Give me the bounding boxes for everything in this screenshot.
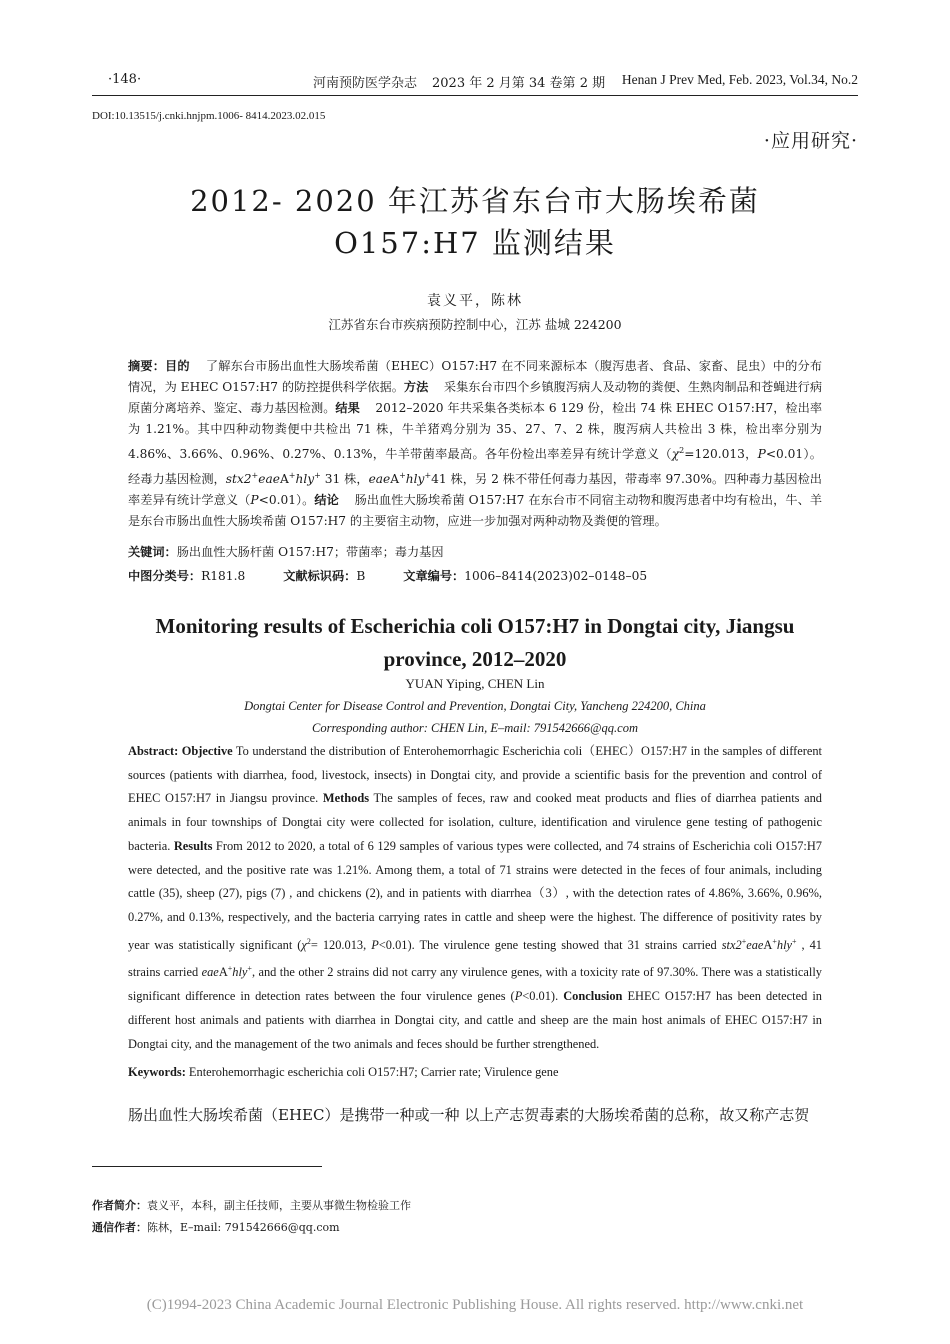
doc-code: B — [356, 569, 366, 583]
gene-eae: eae — [258, 472, 280, 487]
copyright-notice: (C)1994-2023 China Academic Journal Electronic Publishing House. All rights reserved. http://www.cnki.net — [146, 1297, 804, 1313]
corresponding-text: 陈林，E–mail: 791542666@qq.com — [147, 1221, 340, 1234]
issue-info-cn: 2023 年 2 月第 34 卷第 2 期 — [432, 76, 606, 91]
keywords-en — [128, 1061, 822, 1085]
clc-label: 中图分类号： — [128, 569, 202, 583]
authors-en: YUAN Yiping, CHEN Lin — [405, 676, 545, 691]
conclusion-text: 肠出血性大肠埃希菌 O157:H7 在东台市不同宿主动物和腹泻患者中均有检出，牛、羊是东台市肠出血性大肠埃希菌 O157:H7 的主要宿主动物，应进一步加强对两种动物及粪便的管理。 — [128, 493, 823, 529]
results-text: A — [390, 472, 400, 487]
affiliation-cn: 江苏省东台市疾病预防控制中心，江苏 盐城 224200 — [328, 317, 622, 332]
gene-hly: hly — [776, 937, 793, 952]
p-symbol: P — [371, 937, 379, 952]
results-text: 2012–2020 年共采集各类标本 6 129 份，检出 74 株 EHEC O157:H7，检出率为 1.21%。其中四种动物粪便中共检出 71 株，牛羊猪鸡分别为 35、27、7、2 株，腹泻病人共检出 3 株，检出率分别为 4.86%、3.66%、0.96%、0.27%、0.13%，牛羊带菌率最高。各年份检出率差异有统计学意义（ — [128, 401, 823, 462]
gene-eae: eae — [368, 472, 391, 487]
affiliation-en: Dongtai Center for Disease Control and Prevention, Dongtai City, Yancheng 224200, China — [244, 699, 706, 713]
results-text: A — [279, 472, 289, 487]
p-symbol: P — [250, 493, 259, 508]
section-label: ·应用研究· — [763, 130, 858, 152]
methods-label: 方法 — [403, 380, 429, 394]
corresponding-label: 通信作者： — [92, 1221, 147, 1234]
journal-info-en: Henan J Prev Med, Feb. 2023, Vol.34, No.2 — [621, 72, 858, 87]
keywords-cn — [128, 542, 822, 563]
article-number: 1006–8414(2023)02–0148–05 — [464, 569, 648, 583]
journal-name-cn: 河南预防医学杂志 — [313, 76, 418, 91]
results-text: 41 株，另 2 株不带任何毒力基因，带毒率 97.30%。四种毒力基因检出率差异有统计学意义（ — [128, 472, 822, 508]
doi: DOI:10.13515/j.cnki.hnjpm.1006- 8414.2023.02.015 — [92, 110, 326, 122]
body-paragraph: 肠出血性大肠埃希菌（EHEC）是携带一种或一种 以上产志贺毒素的大肠埃希菌的总称，故又称产志贺 — [128, 1106, 810, 1124]
doc-code-label: 文献标识码： — [283, 569, 357, 583]
author-bio-label: 作者简介： — [92, 1199, 147, 1212]
chi-symbol: χ — [301, 937, 307, 952]
keywords-en-label: Keywords: — [128, 1065, 186, 1079]
author-bio-text: 袁义平，本科，副主任技师，主要从事微生物检验工作 — [147, 1199, 411, 1212]
gene-eae: eae — [201, 965, 219, 980]
objective-text: 了解东台市肠出血性大肠埃希菌（EHEC）O157:H7 在不同来源标本（腹泻患者、食品、家畜、昆虫）中的分布情况，为 EHEC O157:H7 的防控提供科学依据。 — [128, 359, 823, 394]
gene-hly: hly — [405, 472, 425, 487]
objective-label: 目的 — [165, 359, 190, 373]
corresponding-author-en: Corresponding author: CHEN Lin, E–mail: 791542666@qq.com — [312, 721, 638, 735]
methods-text: 采集东台市四个乡镇腹泻病人及动物的粪便、生熟肉制品和苍蝇进行病原菌分离培养、鉴定、毒力基因检测。 — [128, 380, 823, 415]
results-en-text: <0.01). — [522, 989, 564, 1004]
results-en-text: , 41 strains carried — [128, 937, 822, 980]
conclusion-label: 结论 — [314, 493, 339, 508]
classification-line — [128, 566, 822, 587]
article-number-label: 文章编号： — [403, 569, 465, 583]
title-en-line-1: Monitoring results of Escherichia coli O157:H7 in Dongtai city, Jiangsu — [155, 614, 795, 638]
gene-sup: + — [251, 471, 259, 481]
results-en-text: , and the other 2 strains did not carry any virulence genes, with a toxicity rate of 97.30%. There was a statistically significant difference in detection rates between the four virulence genes ( — [128, 965, 823, 1004]
gene-stx2: stx2 — [225, 472, 252, 487]
keywords-en-text: Enterohemorrhagic escherichia coli O157:H7; Carrier rate; Virulence gene — [185, 1065, 559, 1079]
gene-hly: hly — [232, 965, 248, 980]
objective-en-text: To understand the distribution of Enterohemorrhagic Escherichia coli（EHEC）O157:H7 in the samples of different sources (patients with diarrhea, food, livestock, insects) in Dongtai city, and provide a scientific basis for the prevention and control of EHEC O157:H7 in Jiangsu province. — [128, 744, 822, 806]
results-label: 结果 — [335, 401, 360, 415]
conclusion-en-label: Conclusion — [563, 989, 623, 1004]
results-text: 31 株， — [320, 472, 369, 487]
gene-hly: hly — [295, 472, 315, 487]
article-title-en — [0, 610, 950, 676]
conclusion-en-text: EHEC O157:H7 has been detected in different host animals and patients with diarrhea in Dongtai city, and cattle and sheep are the main host animals of EHEC O157:H7 in Dongtai city, and the management of the two animals and feces should be further strengthened. — [128, 989, 823, 1051]
results-en-text: A — [218, 965, 228, 980]
abstract-en-label: Abstract: Objective — [128, 744, 233, 758]
gene-stx2: stx2 — [721, 937, 742, 952]
results-en-text: From 2012 to 2020, a total of 6 129 samples of various types were collected, and 74 strains of Escherichia coli O157:H7 were detected, and the positive rate was 1.21%. Among them, a total of 71 strains were detected in the feces of four animals, including cattle (35), sheep (27), pigs (7) , and chickens (2), and in patients with diarrhea（3）, with the detection rates of 4.86%, 3.66%, 0.96%, 0.27%, and 0.13%, respectively, and the bacteria carrying rates in cattle and sheep were the highest. The difference of positivity rates by year was statistically significant ( — [128, 838, 823, 952]
keywords-text: 肠出血性大肠杆菌 O157:H7；带菌率；毒力基因 — [176, 545, 444, 559]
p-symbol: P — [514, 989, 523, 1004]
results-text: <0.01）。 — [258, 493, 315, 508]
abstract-cn: 摘要：目的 了解东台市肠出血性大肠埃希菌（EHEC）O157:H7 在不同来源标本（腹泻患者、食品、家畜、昆虫）中的分布情况，为 EHEC O157:H7 的防控提供科学依据。方法 采集东台市四个乡镇腹泻病人及动物的粪便、生熟肉制品和苍蝇进行病原菌分离培养、鉴定、毒力基因检测。结果 2012–2020 年共采集各类标本 6 129 份，检出 74 株 EHEC O157:H7，检出率为 1.21%。其中四种动物粪便中共检出 71 株，牛羊猪鸡分别为 35、27、7、2 株，腹泻病人共检出 3 株，检出率分别为 4.86%、3.66%、0.96%、0.27%、0.13%，牛羊带菌率最高。各年份检出率差异有统计学意义（$\chi^2=120.013$，P<0.01）。经毒力基因检测，stx2+eaeA+hly+ 31 株，eaeA+hly+41 株，另 2 株不带任何毒力基因，带毒率 97.30%。四种毒力基因检出率差异有统计学意义（P<0.01）。结论 肠出血性大肠埃希菌 O157:H7 在东台市不同宿主动物和腹泻患者中均有检出，牛、羊是东台市肠出血性大肠埃希菌 O157:H7 的主要宿主动物，应进一步加强对两种动物及粪便的管理。 — [128, 359, 823, 529]
methods-en-label: Methods — [322, 791, 370, 806]
gene-eae: eae — [746, 937, 764, 952]
page-number: ·148· — [108, 72, 142, 87]
clc-code: R181.8 — [201, 569, 246, 583]
results-en-label: Results — [173, 838, 213, 853]
results-en-text: A — [763, 937, 773, 952]
methods-en-text: The samples of feces, raw and cooked meat products and flies of diarrhea patients and animals in four townships of Dongtai city were collected for isolation, culture, identification and virulence gene testing of pathogenic bacteria. — [128, 791, 822, 853]
results-text: <0.01）。经毒力基因检测， — [128, 447, 822, 487]
footnote-rule — [92, 1166, 322, 1167]
title-line-2: O157:H7 监测结果 — [334, 226, 616, 260]
title-line-1: 2012- 2020 年江苏省东台市大肠埃希菌 — [190, 184, 760, 218]
p-symbol: P — [757, 447, 766, 462]
title-en-line-2: province, 2012–2020 — [383, 647, 567, 671]
abstract-en: Abstract: Objective To understand the distribution of Enterohemorrhagic Escherichia coli（EHEC）O157:H7 in the samples of different sources (patients with diarrhea, food, livestock, insects) in Dongtai city, and provide a scientific basis for the prevention and control of EHEC O157:H7 in Jiangsu province. Methods The samples of feces, raw and cooked meat products and flies of diarrhea patients and animals in four townships of Dongtai city were collected for isolation, culture, identification and virulence gene testing of pathogenic bacteria. Results From 2012 to 2020, a total of 6 129 samples of various types were collected, and 74 strains of Escherichia coli O157:H7 were detected, and the positive rate was 1.21%. Among them, a total of 71 strains were detected in the feces of four animals, including cattle (35), sheep (27), pigs (7) , and chickens (2), and in patients with diarrhea（3）, with the detection rates of 4.86%, 3.66%, 0.96%, 0.27%, and 0.13%, respectively, and the bacteria carrying rates in cattle and sheep were the highest. The difference of positivity rates by year was statistically significant ($\chi^2= 120.013$, P<0.01). The virulence gene testing showed that 31 strains carried stx2+eaeA+hly+ , 41 strains carried eaeA+hly+, and the other 2 strains did not carry any virulence genes, with a toxicity rate of 97.30%. There was a statistically significant difference in detection rates between the four virulence genes (P<0.01). Conclusion EHEC O157:H7 has been detected in different host animals and patients with diarrhea in Dongtai city, and cattle and sheep are the main host animals of EHEC O157:H7 in Dongtai city, and the management of the two animals and feces should be further strengthened. — [128, 744, 823, 1051]
results-en-text: <0.01). The virulence gene testing showed that 31 strains carried — [378, 937, 722, 952]
abstract-label: 摘要： — [128, 359, 166, 373]
header-rule — [92, 95, 858, 96]
results-text: =120.013， — [684, 447, 758, 462]
results-en-text: = 120.013, — [310, 937, 372, 952]
authors-cn: 袁义平，陈林 — [427, 293, 523, 309]
chi-symbol: χ — [671, 447, 680, 462]
article-title-cn — [0, 180, 950, 264]
keywords-label: 关键词： — [128, 545, 177, 559]
corresponding-author — [92, 1219, 340, 1235]
author-bio — [92, 1197, 411, 1213]
